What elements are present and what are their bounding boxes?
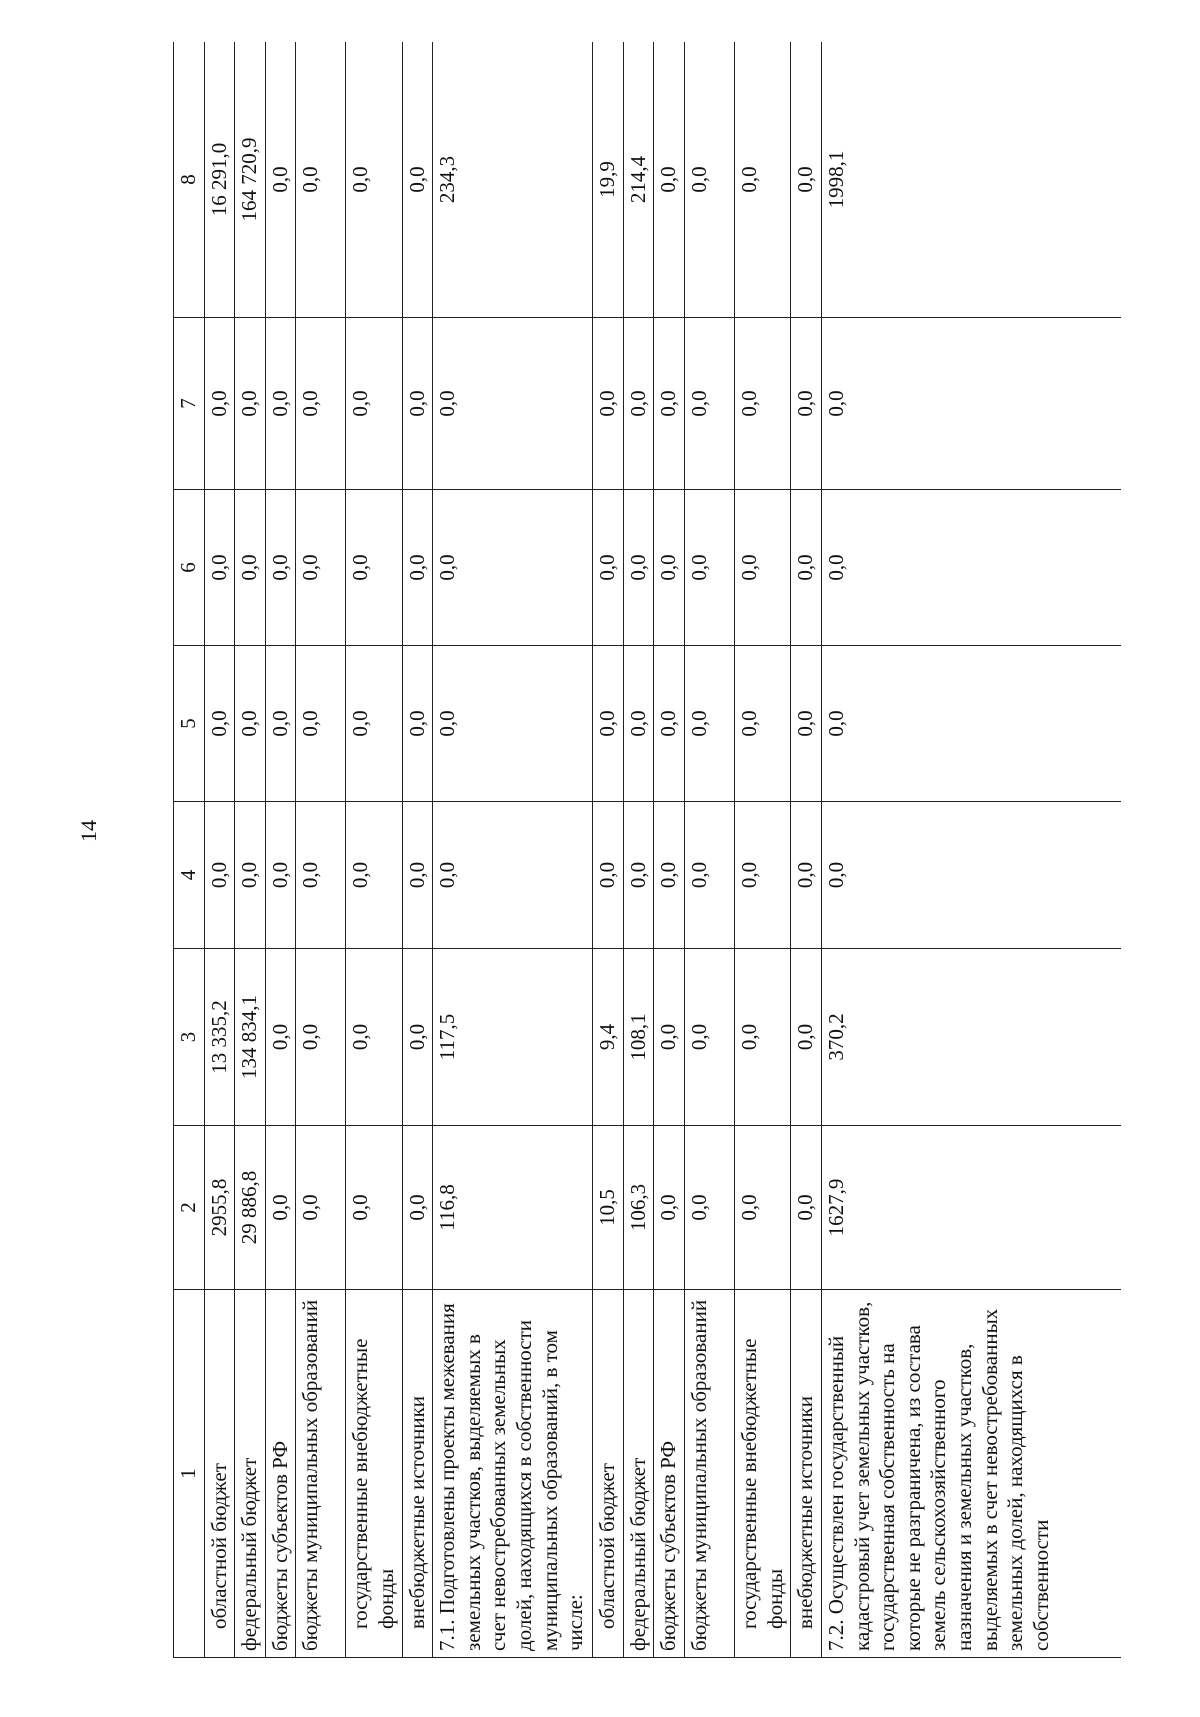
value-cell: 19,9 xyxy=(593,42,624,318)
value-cell: 0,0 xyxy=(593,490,624,646)
value-cell: 134 834,1 xyxy=(235,949,266,1126)
value-cell: 0,0 xyxy=(296,42,346,318)
row-label: 7.1. Подготовлены проекты межевания земельных участков, выделяемых в счет невостребованных земельных долей, находящихся в собственности муниципальных образований, в том числе: xyxy=(433,1290,593,1658)
table-row xyxy=(685,42,735,1658)
value-cell: 0,0 xyxy=(623,802,654,949)
value-cell: 116,8 xyxy=(433,1126,593,1290)
table-row xyxy=(623,42,654,1658)
value-cell: 234,3 xyxy=(433,42,593,318)
value-cell: 0,0 xyxy=(685,646,735,802)
value-cell: 0,0 xyxy=(821,646,1121,802)
value-cell: 0,0 xyxy=(685,42,735,318)
value-cell: 0,0 xyxy=(346,42,402,318)
value-cell: 0,0 xyxy=(296,949,346,1126)
value-cell: 0,0 xyxy=(265,802,296,949)
value-cell: 0,0 xyxy=(821,318,1121,490)
value-cell: 0,0 xyxy=(433,646,593,802)
value-cell: 0,0 xyxy=(346,1126,402,1290)
value-cell: 0,0 xyxy=(735,949,791,1126)
table-body xyxy=(174,42,1122,1658)
value-cell: 0,0 xyxy=(235,318,266,490)
value-cell: 0,0 xyxy=(402,490,433,646)
value-cell: 0,0 xyxy=(433,490,593,646)
value-cell: 0,0 xyxy=(296,318,346,490)
page-number: 14 xyxy=(76,820,101,842)
row-label: федеральный бюджет xyxy=(235,1290,266,1658)
value-cell: 0,0 xyxy=(654,646,685,802)
value-cell: 0,0 xyxy=(791,802,822,949)
header-cell: 7 xyxy=(174,318,205,490)
value-cell: 0,0 xyxy=(821,802,1121,949)
value-cell: 0,0 xyxy=(735,42,791,318)
row-label: 7.2. Осуществлен государственный кадастровый учет земельных участков, государственная собственность на которые не разграничена, из состава земель сельскохозяйственного назначения и земельных участков, выделяемых в счет невостребованных земельных долей, находящихся в собственности xyxy=(821,1290,1121,1658)
value-cell: 0,0 xyxy=(235,802,266,949)
value-cell: 106,3 xyxy=(623,1126,654,1290)
value-cell: 0,0 xyxy=(685,318,735,490)
value-cell: 0,0 xyxy=(346,318,402,490)
value-cell: 0,0 xyxy=(623,490,654,646)
value-cell: 0,0 xyxy=(346,949,402,1126)
value-cell: 0,0 xyxy=(235,646,266,802)
value-cell: 13 335,2 xyxy=(204,949,235,1126)
value-cell: 0,0 xyxy=(791,646,822,802)
header-cell: 6 xyxy=(174,490,205,646)
value-cell: 0,0 xyxy=(296,490,346,646)
rotated-table-container xyxy=(173,42,1121,1658)
value-cell: 164 720,9 xyxy=(235,42,266,318)
value-cell: 0,0 xyxy=(791,490,822,646)
value-cell: 0,0 xyxy=(346,802,402,949)
table-row xyxy=(791,42,822,1658)
table-row xyxy=(433,42,593,1658)
value-cell: 0,0 xyxy=(402,42,433,318)
table-row xyxy=(235,42,266,1658)
value-cell: 0,0 xyxy=(735,490,791,646)
value-cell: 0,0 xyxy=(402,646,433,802)
value-cell: 0,0 xyxy=(654,802,685,949)
value-cell: 0,0 xyxy=(265,318,296,490)
table-row xyxy=(346,42,402,1658)
value-cell: 0,0 xyxy=(791,42,822,318)
value-cell: 0,0 xyxy=(204,490,235,646)
row-label: бюджеты субъектов РФ xyxy=(654,1290,685,1658)
value-cell: 0,0 xyxy=(735,646,791,802)
value-cell: 0,0 xyxy=(402,318,433,490)
header-cell: 3 xyxy=(174,949,205,1126)
value-cell: 29 886,8 xyxy=(235,1126,266,1290)
value-cell: 0,0 xyxy=(204,318,235,490)
table-row xyxy=(593,42,624,1658)
row-label: бюджеты субъектов РФ xyxy=(265,1290,296,1658)
value-cell: 0,0 xyxy=(265,490,296,646)
value-cell: 0,0 xyxy=(265,42,296,318)
value-cell: 0,0 xyxy=(402,802,433,949)
value-cell: 0,0 xyxy=(654,949,685,1126)
value-cell: 0,0 xyxy=(402,949,433,1126)
header-cell: 1 xyxy=(174,1290,205,1658)
value-cell: 0,0 xyxy=(735,802,791,949)
value-cell: 0,0 xyxy=(685,802,735,949)
table-row xyxy=(735,42,791,1658)
value-cell: 0,0 xyxy=(685,490,735,646)
value-cell: 0,0 xyxy=(402,1126,433,1290)
row-label: бюджеты муниципальных образований xyxy=(296,1290,346,1658)
table-viewport xyxy=(173,42,1121,1658)
value-cell: 0,0 xyxy=(821,490,1121,646)
value-cell: 0,0 xyxy=(791,949,822,1126)
value-cell: 0,0 xyxy=(296,646,346,802)
value-cell: 0,0 xyxy=(685,1126,735,1290)
value-cell: 0,0 xyxy=(654,318,685,490)
value-cell: 0,0 xyxy=(735,318,791,490)
value-cell: 117,5 xyxy=(433,949,593,1126)
value-cell: 214,4 xyxy=(623,42,654,318)
row-label: внебюджетные источники xyxy=(402,1290,433,1658)
value-cell: 0,0 xyxy=(791,1126,822,1290)
value-cell: 0,0 xyxy=(791,318,822,490)
value-cell: 0,0 xyxy=(296,1126,346,1290)
value-cell: 1627,9 xyxy=(821,1126,1121,1290)
value-cell: 0,0 xyxy=(433,318,593,490)
table-row xyxy=(204,42,235,1658)
budget-table xyxy=(173,42,1121,1658)
value-cell: 0,0 xyxy=(593,802,624,949)
row-label: федеральный бюджет xyxy=(623,1290,654,1658)
table-row xyxy=(402,42,433,1658)
value-cell: 0,0 xyxy=(346,646,402,802)
row-label: областной бюджет xyxy=(204,1290,235,1658)
header-cell: 5 xyxy=(174,646,205,802)
value-cell: 0,0 xyxy=(623,646,654,802)
table-header-row xyxy=(174,42,205,1658)
table-row xyxy=(265,42,296,1658)
table-row xyxy=(821,42,1121,1658)
value-cell: 0,0 xyxy=(265,949,296,1126)
header-cell: 8 xyxy=(174,42,205,318)
table-row xyxy=(654,42,685,1658)
value-cell: 0,0 xyxy=(593,318,624,490)
value-cell: 16 291,0 xyxy=(204,42,235,318)
value-cell: 0,0 xyxy=(685,949,735,1126)
value-cell: 0,0 xyxy=(265,646,296,802)
table-row xyxy=(296,42,346,1658)
value-cell: 0,0 xyxy=(346,490,402,646)
value-cell: 0,0 xyxy=(623,318,654,490)
value-cell: 9,4 xyxy=(593,949,624,1126)
value-cell: 0,0 xyxy=(433,802,593,949)
row-label: бюджеты муниципальных образований xyxy=(685,1290,735,1658)
value-cell: 0,0 xyxy=(593,646,624,802)
row-label: внебюджетные источники xyxy=(791,1290,822,1658)
value-cell: 0,0 xyxy=(654,490,685,646)
value-cell: 0,0 xyxy=(235,490,266,646)
header-cell: 4 xyxy=(174,802,205,949)
value-cell: 0,0 xyxy=(204,802,235,949)
value-cell: 370,2 xyxy=(821,949,1121,1126)
row-label: областной бюджет xyxy=(593,1290,624,1658)
value-cell: 0,0 xyxy=(296,802,346,949)
row-label: государственные внебюджетные фонды xyxy=(735,1290,791,1658)
value-cell: 0,0 xyxy=(265,1126,296,1290)
value-cell: 2955,8 xyxy=(204,1126,235,1290)
value-cell: 10,5 xyxy=(593,1126,624,1290)
header-cell: 2 xyxy=(174,1126,205,1290)
value-cell: 108,1 xyxy=(623,949,654,1126)
value-cell: 0,0 xyxy=(204,646,235,802)
value-cell: 0,0 xyxy=(654,1126,685,1290)
value-cell: 1998,1 xyxy=(821,42,1121,318)
value-cell: 0,0 xyxy=(654,42,685,318)
value-cell: 0,0 xyxy=(735,1126,791,1290)
row-label: государственные внебюджетные фонды xyxy=(346,1290,402,1658)
